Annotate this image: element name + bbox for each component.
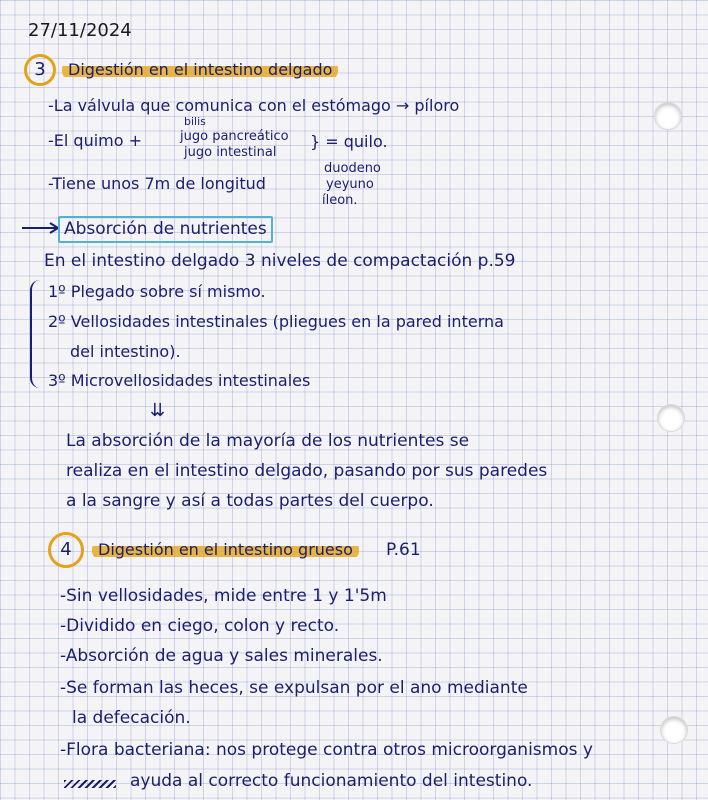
binder-hole-top <box>654 102 682 130</box>
quimo-term-jugo-pancreatico: jugo pancreático <box>180 129 289 144</box>
quimo-term-bilis: bilis <box>184 115 206 128</box>
section-4-bullet-4-continued: la defecación. <box>72 708 191 728</box>
section-3-title: Digestión en el intestino delgado <box>62 60 338 80</box>
level-1: 1º Plegado sobre sí mismo. <box>48 282 266 301</box>
section-3-bullet-valvula: -La válvula que comunica con el estómago → píloro <box>48 96 460 115</box>
section-4-bullet-4: -Se forman las heces, se expulsan por el ano mediante <box>60 678 528 698</box>
section-4-bullet-5-continued: ayuda al correcto funcionamiento del intestino. <box>130 771 533 791</box>
section-4-bullet-2: -Dividido en ciego, colon y recto. <box>60 616 340 636</box>
down-arrow-icon: ⇊ <box>150 400 166 421</box>
level-3: 3º Microvellosidades intestinales <box>48 371 311 390</box>
quimo-result: } = quilo. <box>310 132 388 151</box>
quimo-term-jugo-intestinal: jugo intestinal <box>184 145 277 160</box>
binder-hole-bottom <box>660 716 688 744</box>
section-4-title: Digestión en el intestino grueso <box>92 540 359 560</box>
conclusion-line-3: a la sangre y así a todas partes del cuerpo. <box>66 491 434 511</box>
arrow-right-icon <box>20 220 62 236</box>
section-4-page-ref: P.61 <box>386 540 421 560</box>
length-part-ileon: íleon. <box>322 193 358 208</box>
section-3-bullet-longitud: -Tiene unos 7m de longitud <box>48 174 266 193</box>
conclusion-line-1: La absorción de la mayoría de los nutrientes se <box>66 431 470 451</box>
section-3-bullet-quimo: -El quimo + <box>48 131 143 150</box>
length-part-duodeno: duodeno <box>324 161 381 176</box>
levels-brace <box>30 280 42 388</box>
level-2-continued: del intestino). <box>70 342 181 361</box>
section-3-number: 3 <box>24 54 56 86</box>
binder-hole-middle <box>657 404 685 432</box>
scribbled-out-word <box>64 780 116 788</box>
length-part-yeyuno: yeyuno <box>326 177 374 192</box>
absorcion-heading: Absorción de nutrientes <box>58 216 273 243</box>
section-4-bullet-1: -Sin vellosidades, mide entre 1 y 1'5m <box>60 586 387 606</box>
level-2: 2º Vellosidades intestinales (pliegues en la pared interna <box>48 312 504 331</box>
date: 27/11/2024 <box>28 20 132 41</box>
conclusion-line-2: realiza en el intestino delgado, pasando por sus paredes <box>66 461 548 481</box>
section-4-number: 4 <box>48 532 84 568</box>
section-4-bullet-3: -Absorción de agua y sales minerales. <box>60 646 383 666</box>
section-4-bullet-5: -Flora bacteriana: nos protege contra otros microorganismos y <box>60 740 593 760</box>
absorcion-intro: En el intestino delgado 3 niveles de compactación p.59 <box>44 251 516 271</box>
